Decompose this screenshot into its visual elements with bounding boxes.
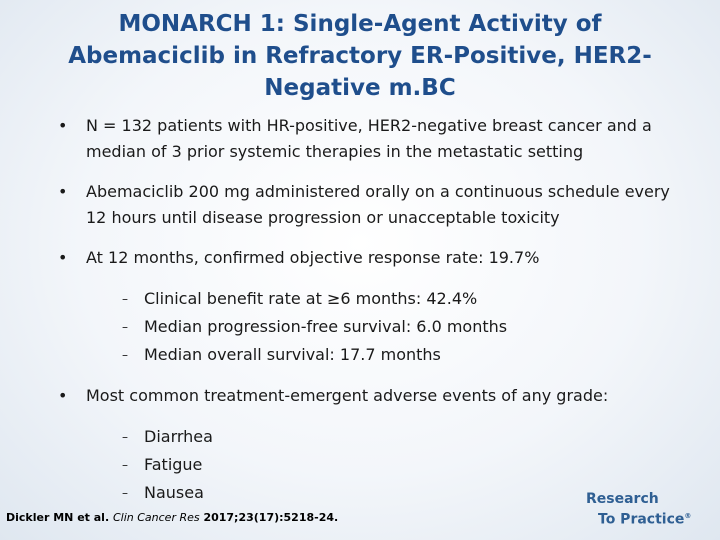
bullet-item (58, 245, 678, 369)
sub-text: Median overall survival: 17.7 months (144, 345, 441, 364)
bullet-text: At 12 months, confirmed objective response rate: 19.7% (86, 248, 540, 267)
sub-text: Median progression-free survival: 6.0 months (144, 317, 508, 336)
research-to-practice-logo (586, 491, 691, 529)
title-line-2: Abemaciclib in Refractory ER-Positive, HER2- (68, 43, 652, 69)
bullet-dot: • (58, 248, 68, 267)
dash-icon: – (122, 430, 128, 444)
dash-icon: – (122, 320, 128, 334)
citation-journal: Clin Cancer Res (112, 511, 200, 524)
bullet-dot: • (58, 182, 68, 201)
sub-list (86, 285, 678, 369)
bullet-item (58, 113, 678, 165)
title-line-3: Negative m.BC (264, 75, 456, 101)
bullet-text: N = 132 patients with HR-positive, HER2-negative breast cancer and a median of 3 prior systemic therapies in the metastatic setting (86, 116, 652, 161)
citation-details: 2017;23(17):5218-24. (199, 511, 339, 524)
sub-item (86, 423, 678, 451)
logo-line-2: To Practice (598, 511, 685, 528)
bullet-item (58, 179, 678, 231)
bullet-dot: • (58, 116, 68, 135)
title-line-1: MONARCH 1: Single-Agent Activity of (118, 11, 602, 37)
bullet-item (58, 383, 678, 507)
bullet-text: Abemaciclib 200 mg administered orally on a continuous schedule every 12 hours until disease progression or unacceptable toxicity (86, 182, 670, 227)
logo-line-1: Research (586, 491, 659, 507)
bullet-list (58, 113, 678, 521)
sub-item (86, 313, 678, 341)
sub-text: Nausea (144, 483, 204, 502)
sub-text: Fatigue (144, 455, 203, 474)
logo-line-2-wrap (586, 508, 691, 529)
sub-item (86, 341, 678, 369)
sub-item (86, 451, 678, 479)
slide-title (40, 8, 680, 104)
dash-icon: – (122, 292, 128, 306)
registered-mark: ® (684, 512, 692, 520)
sub-text: Clinical benefit rate at ≥6 months: 42.4% (144, 289, 478, 308)
dash-icon: – (122, 348, 128, 362)
dash-icon: – (122, 486, 128, 500)
sub-item (86, 285, 678, 313)
bullet-dot: • (58, 386, 68, 405)
bullet-text: Most common treatment-emergent adverse events of any grade: (86, 386, 609, 405)
sub-text: Diarrhea (144, 427, 213, 446)
citation (6, 511, 338, 524)
dash-icon: – (122, 458, 128, 472)
citation-authors: Dickler MN et al. (6, 511, 113, 524)
